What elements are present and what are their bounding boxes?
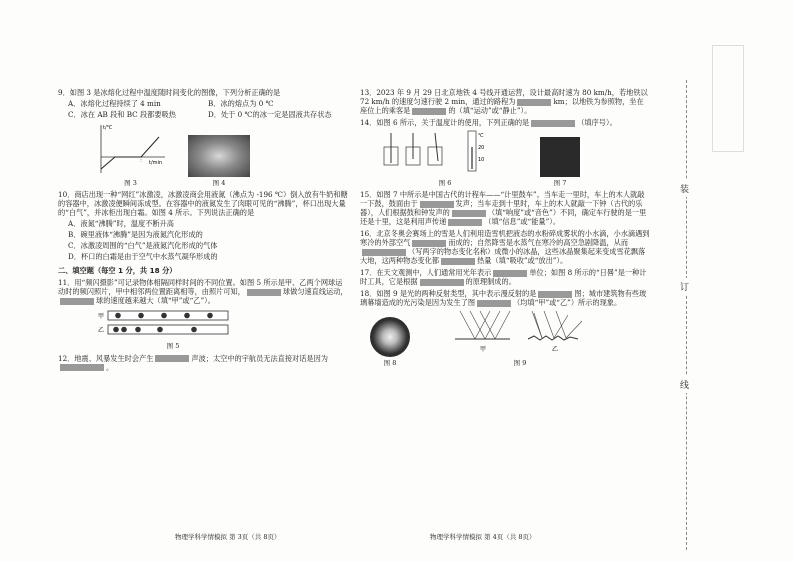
- q10-option-b: B．碗里液体“沸腾”是因为液氮汽化形成的: [68, 230, 203, 240]
- q16-blank-1[interactable]: [412, 240, 446, 247]
- q16-text-3: （写两字的物态变化名称）成微小的冰晶，这些冰晶聚集起来变成雪花飘落大地，这两种物态变化都: [360, 247, 646, 266]
- q11-blank-2[interactable]: [60, 298, 94, 305]
- q16-text-2: 而成的；自然降雪是水蒸气在寒冷的高空急剧降温，从而: [448, 238, 629, 248]
- faded-header-box: [712, 45, 744, 152]
- binding-seal-zhuang: 装: [680, 180, 689, 197]
- q15-blank-3[interactable]: [448, 219, 482, 226]
- q17-blank-2[interactable]: [420, 279, 464, 286]
- left-column: [58, 88, 348, 375]
- binding-seal-xian: 线: [680, 376, 689, 393]
- scale-20: 20: [478, 145, 485, 151]
- right-column: [360, 88, 650, 371]
- q13-text-2: km；以地铁为参照物，坐在座位上的乘客是: [360, 97, 644, 115]
- q17-text-1: 17．在天文观测中，人们通常用光年表示: [360, 268, 492, 278]
- figure-7-caption: 图 7: [553, 179, 567, 188]
- q14-blank-1[interactable]: [531, 120, 575, 127]
- reflection-diagram: [450, 309, 590, 355]
- q11-text-1: 11．用“频闪摄影”可记录物体相隔同样时间的不同位置。如图 5 所示是甲、乙两个网球运动时的频闪照片，甲中相邻两位置距离相等，由照片可知，: [58, 278, 343, 297]
- graph-xlabel: t/min: [149, 160, 163, 166]
- figure-8-caption: 图 8: [383, 359, 397, 368]
- question-11: [58, 278, 348, 350]
- q16-text-4: 热量（填“吸收”或“放出”）。: [477, 256, 568, 266]
- question-9: [58, 88, 348, 187]
- scale-unit: ℃: [478, 133, 484, 139]
- q13-text-1: 13．2023 年 9 月 29 日北京地铁 4 号线开通运营，设计最高时速为 80 km/h，若地铁以 72 km/h 的速度匀速行驶 2 min，通过的路程为: [360, 88, 648, 106]
- q9-option-a: A．冰熔化过程持续了 4 min: [68, 99, 161, 108]
- q11-blank-1[interactable]: [247, 289, 281, 296]
- q14-text-1: 14．如图 6 所示，关于温度计的使用，下列正确的是: [360, 118, 530, 127]
- figure-3: [93, 123, 168, 187]
- q9-option-c: C．冰在 AB 段和 BC 段都要吸热: [68, 110, 176, 119]
- q15-text-1: 15．如图 7 中所示是中国古代的计程车——“计里鼓车”。当车走一里时，车上的木人就敲一下鼓，鼓面由于: [360, 190, 645, 209]
- q17-text-3: 的原理制成的。: [465, 277, 516, 287]
- q12-text-3: 。: [106, 362, 114, 372]
- figure-6-caption: 图 6: [438, 179, 452, 188]
- q12-blank-2[interactable]: [60, 364, 104, 371]
- sundial-photo: [370, 317, 410, 357]
- q15-text-2: 发声；当车走到十里时，车上的木人就敲一下钟（古代的乐器），人们根据鼓和钟发声的: [360, 199, 643, 218]
- q10-option-c: C．冰激凌周围的“白气”是液氮汽化形成的气体: [68, 241, 218, 251]
- q12-blank-1[interactable]: [155, 355, 189, 362]
- q9-option-b: B．冰的熔点为 0 ℃: [208, 99, 274, 108]
- figure-4: [188, 135, 250, 187]
- q14-text-2: （填序号）。: [577, 118, 617, 127]
- melting-graph: [93, 123, 168, 175]
- q9-option-d: D．处于 0 ℃的冰一定是固液共存状态: [208, 110, 332, 119]
- figure-7: [540, 137, 580, 187]
- q17-blank-1[interactable]: [493, 270, 527, 277]
- question-18: [360, 289, 650, 367]
- graph-ylabel: t/℃: [103, 125, 113, 131]
- question-12: [58, 354, 348, 372]
- thermometer-diagram: [380, 129, 510, 175]
- q10-option-a: A．液氮“沸腾”时，温度不断升高: [68, 219, 174, 229]
- question-15: [360, 190, 650, 226]
- label-yi: 乙: [98, 327, 105, 335]
- q10-stem: 10．商店出现一种“网红”冰激凌，冰激凌商会用液氮（沸点为 -196 ℃）倒入放有牛奶和糖的容器中，冰激凌便瞬间冻成型。在容器中的液氮发生了肉眼可见的“沸腾”，杯口出现大量的“白气”，并冰柜出现白霜。如图 4 所示。下列说法正确的是: [58, 190, 348, 218]
- figure-5: [98, 308, 248, 350]
- footer-page-4: 物理学科学情模拟 第 4页（共 8页）: [430, 533, 536, 541]
- q18-text-2: 图；城市建筑物有些玻璃幕墙造成的光污染是因为发生了图: [360, 289, 647, 308]
- figure-5-caption: 图 5: [166, 342, 180, 351]
- scale-10: 10: [478, 157, 485, 163]
- q17-text-2: 单位；如图 8 所示的“日晷”是一种计时工具，它是根据: [360, 268, 647, 287]
- q18-blank-2[interactable]: [477, 300, 511, 307]
- label-jia: 甲: [98, 313, 105, 321]
- question-14: [360, 118, 650, 187]
- q12-text-1: 12．地震、风暴发生时会产生: [58, 353, 154, 363]
- figure-8: [370, 317, 410, 367]
- q13-blank-1[interactable]: [517, 99, 551, 106]
- section-fill-in-title: 二、填空题（每空 1 分，共 18 分）: [58, 266, 177, 276]
- q18-text-1: 18．如图 9 是光的两种反射类型，其中表示漫反射的是: [360, 289, 537, 299]
- stroboscope-photo: [98, 308, 248, 338]
- q12-text-2: 声波；太空中的宇航员无法直接对话是因为: [191, 353, 328, 363]
- question-17: [360, 268, 650, 286]
- ice-cream-photo: [188, 135, 250, 177]
- q16-blank-2[interactable]: [362, 249, 406, 256]
- q16-text-1: 16．北京冬奥会赛场上的雪是人们利用造雪机把液态的水粉碎成雾状的小水滴，小水滴遇到寒冷的外部空气: [360, 229, 650, 248]
- q16-blank-3[interactable]: [441, 258, 475, 265]
- q13-text-3: 的（填“运动”或“静止”）。: [448, 106, 532, 115]
- figure-9: [450, 309, 590, 367]
- q9-stem: 9．如图 3 是冰熔化过程中温度随时间变化的图像，下列分析正确的是: [58, 88, 281, 97]
- question-13: [360, 88, 650, 115]
- q10-option-d: D．杯口的白霜是由于空气中水蒸气凝华形成的: [68, 252, 218, 262]
- q15-text-4: （填“信息”或“能量”）。: [484, 217, 561, 227]
- question-10: [58, 190, 348, 263]
- footer-page-3: 物理学科学情模拟 第 3页（共 8页）: [175, 533, 281, 541]
- q18-text-3: （均填“甲”或“乙”）所示的现象。: [513, 298, 622, 308]
- figure-9-caption: 图 9: [513, 359, 527, 368]
- binding-margin: [662, 0, 762, 562]
- fig9-label-jia: 甲: [480, 346, 487, 354]
- question-16: [360, 229, 650, 265]
- binding-seal-ding: 订: [680, 278, 689, 295]
- q15-blank-1[interactable]: [420, 201, 454, 208]
- q13-blank-2[interactable]: [412, 108, 446, 115]
- q15-blank-2[interactable]: [452, 210, 486, 217]
- q11-text-2: 球做匀速直线运动，: [282, 287, 348, 297]
- q11-text-3: 球的速度越来越大（填“甲”或“乙”）。: [96, 296, 215, 306]
- binding-line: [686, 80, 687, 550]
- fig9-label-yi: 乙: [552, 346, 559, 354]
- q15-text-3: （填“响度”或“音色”）不同，确定车行驶的是一里还是十里，这是利用声传递: [360, 208, 647, 227]
- figure-3-caption: 图 3: [124, 179, 137, 188]
- figure-4-caption: 图 4: [212, 179, 226, 188]
- q18-blank-1[interactable]: [538, 291, 572, 298]
- drum-cart-photo: [540, 137, 580, 177]
- figure-6: [380, 129, 510, 187]
